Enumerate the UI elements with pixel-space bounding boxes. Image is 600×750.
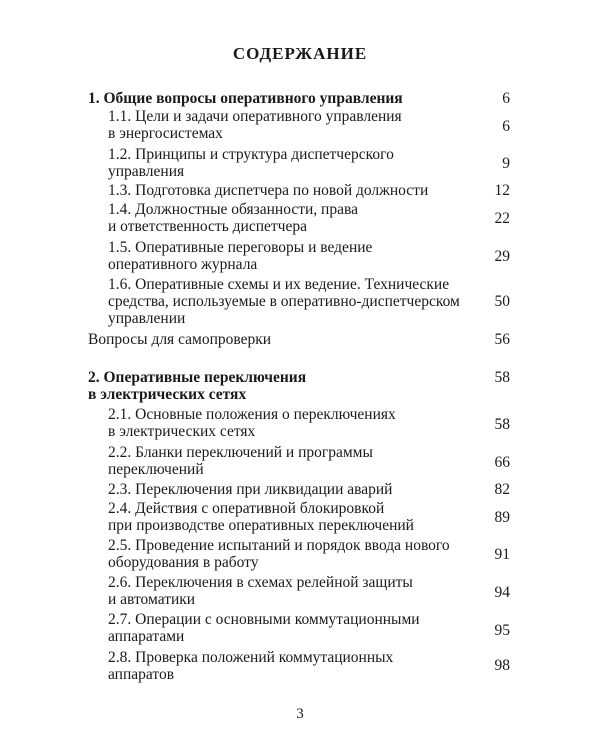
toc-subsection-2-2 [108, 444, 510, 478]
toc-page-number: 50 [494, 293, 510, 310]
toc-page-number: 91 [494, 546, 510, 563]
toc-entry-text: 2.2. Бланки переключений и программы переключений [108, 444, 373, 478]
toc-entry-text: Вопросы для самопроверки [88, 331, 272, 348]
toc-page-number: 66 [494, 454, 510, 471]
toc-page-number: 12 [494, 182, 510, 199]
toc-entry-text: 2.7. Операции с основными коммутационными аппаратами [108, 611, 420, 645]
toc-page-number: 95 [494, 622, 510, 639]
contents-title: СОДЕРЖАНИЕ [232, 44, 368, 63]
toc-entry-text: 2.5. Проведение испытаний и порядок ввода нового оборудования в работу [108, 537, 450, 571]
toc-page-number: 6 [502, 90, 510, 107]
toc-page-number: 22 [494, 210, 510, 227]
toc-entry-text: 1.5. Оперативные переговоры и ведение оперативного журнала [108, 239, 373, 273]
toc-section-2 [88, 369, 510, 403]
toc-entry-text: 2.1. Основные положения о переключениях в электрических сетях [108, 406, 396, 440]
page-number: 3 [296, 706, 304, 722]
toc-page-number: 82 [494, 481, 510, 498]
toc-subsection-2-3 [108, 481, 510, 498]
toc-page-number: 58 [494, 369, 510, 386]
toc-entry-text: 2. Оперативные переключения в электрических сетях [88, 369, 307, 403]
toc-entry-text: 2.6. Переключения в схемах релейной защиты и автоматики [108, 574, 413, 608]
toc-entry-text: 1.4. Должностные обязанности, права и ответственность диспетчера [108, 201, 358, 235]
toc-subsection-2-5 [108, 537, 510, 571]
toc-entry-text: 1. Общие вопросы оперативного управления [88, 90, 403, 107]
toc-page-number: 29 [494, 248, 510, 265]
toc-page-number: 56 [494, 331, 510, 348]
toc-subsection-2-1 [108, 406, 510, 440]
toc-entry-text: 1.1. Цели и задачи оперативного управления в энергосистемах [108, 108, 402, 142]
toc-page-number: 9 [502, 155, 510, 172]
toc-subsection-1-2 [108, 146, 510, 180]
toc-subsection-1-5 [108, 239, 510, 273]
toc-page-number: 98 [494, 657, 510, 674]
toc-page-number: 89 [494, 509, 510, 526]
toc-entry-text: 1.6. Оперативные схемы и их ведение. Технические средства, используемые в оперативно-диспетчерском управлении [108, 276, 460, 327]
toc-entry-text: 2.3. Переключения при ликвидации аварий [108, 481, 393, 498]
toc-subsection-2-8 [108, 649, 510, 683]
toc-page-number: 58 [494, 416, 510, 433]
toc-entry-text: 2.4. Действия с оперативной блокировкой при производстве оперативных переключений [108, 500, 414, 534]
toc-subsection-2-7 [108, 611, 510, 645]
toc-entry-text: 1.2. Принципы и структура диспетчерского управления [108, 146, 394, 180]
toc-subsection-1-1 [108, 108, 510, 142]
toc-subsection-1-6 [108, 276, 510, 327]
toc-page-number: 6 [502, 118, 510, 135]
toc-page-number: 94 [494, 584, 510, 601]
toc-entry-text: 2.8. Проверка положений коммутационных аппаратов [108, 649, 394, 683]
toc-self-check-questions [88, 331, 510, 348]
toc-subsection-1-4 [108, 201, 510, 235]
toc-entry-text: 1.3. Подготовка диспетчера по новой должности [108, 182, 429, 199]
toc-section-1 [88, 90, 510, 107]
toc-subsection-2-4 [108, 500, 510, 534]
toc-subsection-2-6 [108, 574, 510, 608]
toc-subsection-1-3 [108, 182, 510, 199]
